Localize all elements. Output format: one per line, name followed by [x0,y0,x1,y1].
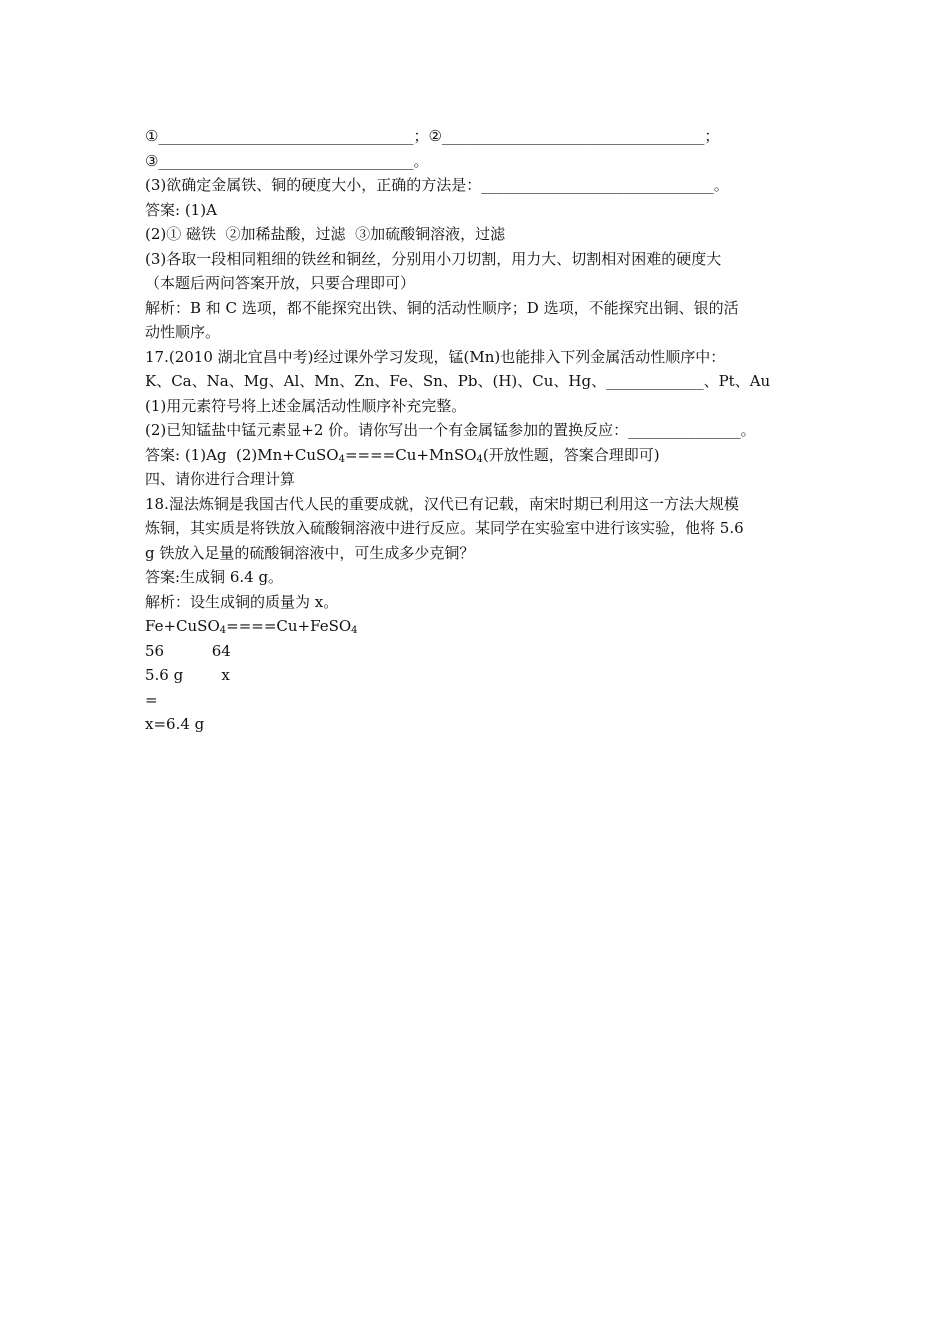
section-heading: 四、请你进行合理计算 [145,470,296,488]
question-3-hardness: (3)欲确定金属铁、铜的硬度大小，正确的方法是：_______________________________。 [145,176,729,194]
question-18-line-2: 炼铜，其实质是将铁放入硫酸铜溶液中进行反应。某同学在实验室中进行该实验，他将 5.6 [145,519,744,537]
question-18-line-1: 18.湿法炼铜是我国古代人民的重要成就，汉代已有记载，南宋时期已利用这一方法大规模 [145,494,739,513]
result-line: x=6.4 g [145,715,205,733]
answer-note: （本题后两问答案开放，只要合理即可） [145,274,416,292]
answer-1: 答案: (1)A [145,200,217,219]
question-17-1: (1)用元素符号将上述金属活动性顺序补充完整。 [145,396,467,415]
chemical-equation: Fe+CuSO$_4$====Cu+FeSO$_4$ [145,617,358,636]
question-18-line-3: g 铁放入足量的硫酸铜溶液中，可生成多少克铜？ [145,543,475,562]
question-17: 17.(2010 湖北宜昌中考)经过课外学习发现，锰(Mn)也能排入下列金属活动性顺序中： [145,347,726,366]
answer-17: 答案: (1)Ag (2)Mn+CuSO$_4$====Cu+MnSO$_4$(开放性题，答案合理即可) [145,445,660,465]
ratio-row-molar: 56 64 [145,641,231,660]
activity-series: K、Ca、Na、Mg、Al、Mn、Zn、Fe、Sn、Pb、(H)、Cu、Hg、_____________、Pt、Au [145,372,771,390]
blank-line-3: ③__________________________________。 [145,151,429,170]
answer-2: (2)① 磁铁 ②加稀盐酸，过滤 ③加硫酸铜溶液，过滤 [145,225,506,243]
analysis-line-2: 动性顺序。 [145,323,221,341]
question-17-2: (2)已知锰盐中锰元素显+2 价。请你写出一个有金属锰参加的置换反应：_______________。 [145,421,756,439]
answer-3: (3)各取一段相同粗细的铁丝和铜丝，分别用小刀切割，用力大、切割相对困难的硬度大 [145,249,722,268]
analysis-18: 解析：设生成铜的质量为 x。 [145,592,339,611]
document-page [145,124,815,737]
blank-line-1-2: ①__________________________________；②___________________________________； [145,127,720,145]
answer-18: 答案:生成铜 6.4 g。 [145,568,284,586]
analysis-line-1: 解析：B 和 C 选项，都不能探究出铁、铜的活动性顺序；D 选项，不能探究出铜、银的活 [145,298,739,317]
ratio-row-mass: 5.6 g x [145,666,230,684]
equals-sign: = [145,690,158,709]
